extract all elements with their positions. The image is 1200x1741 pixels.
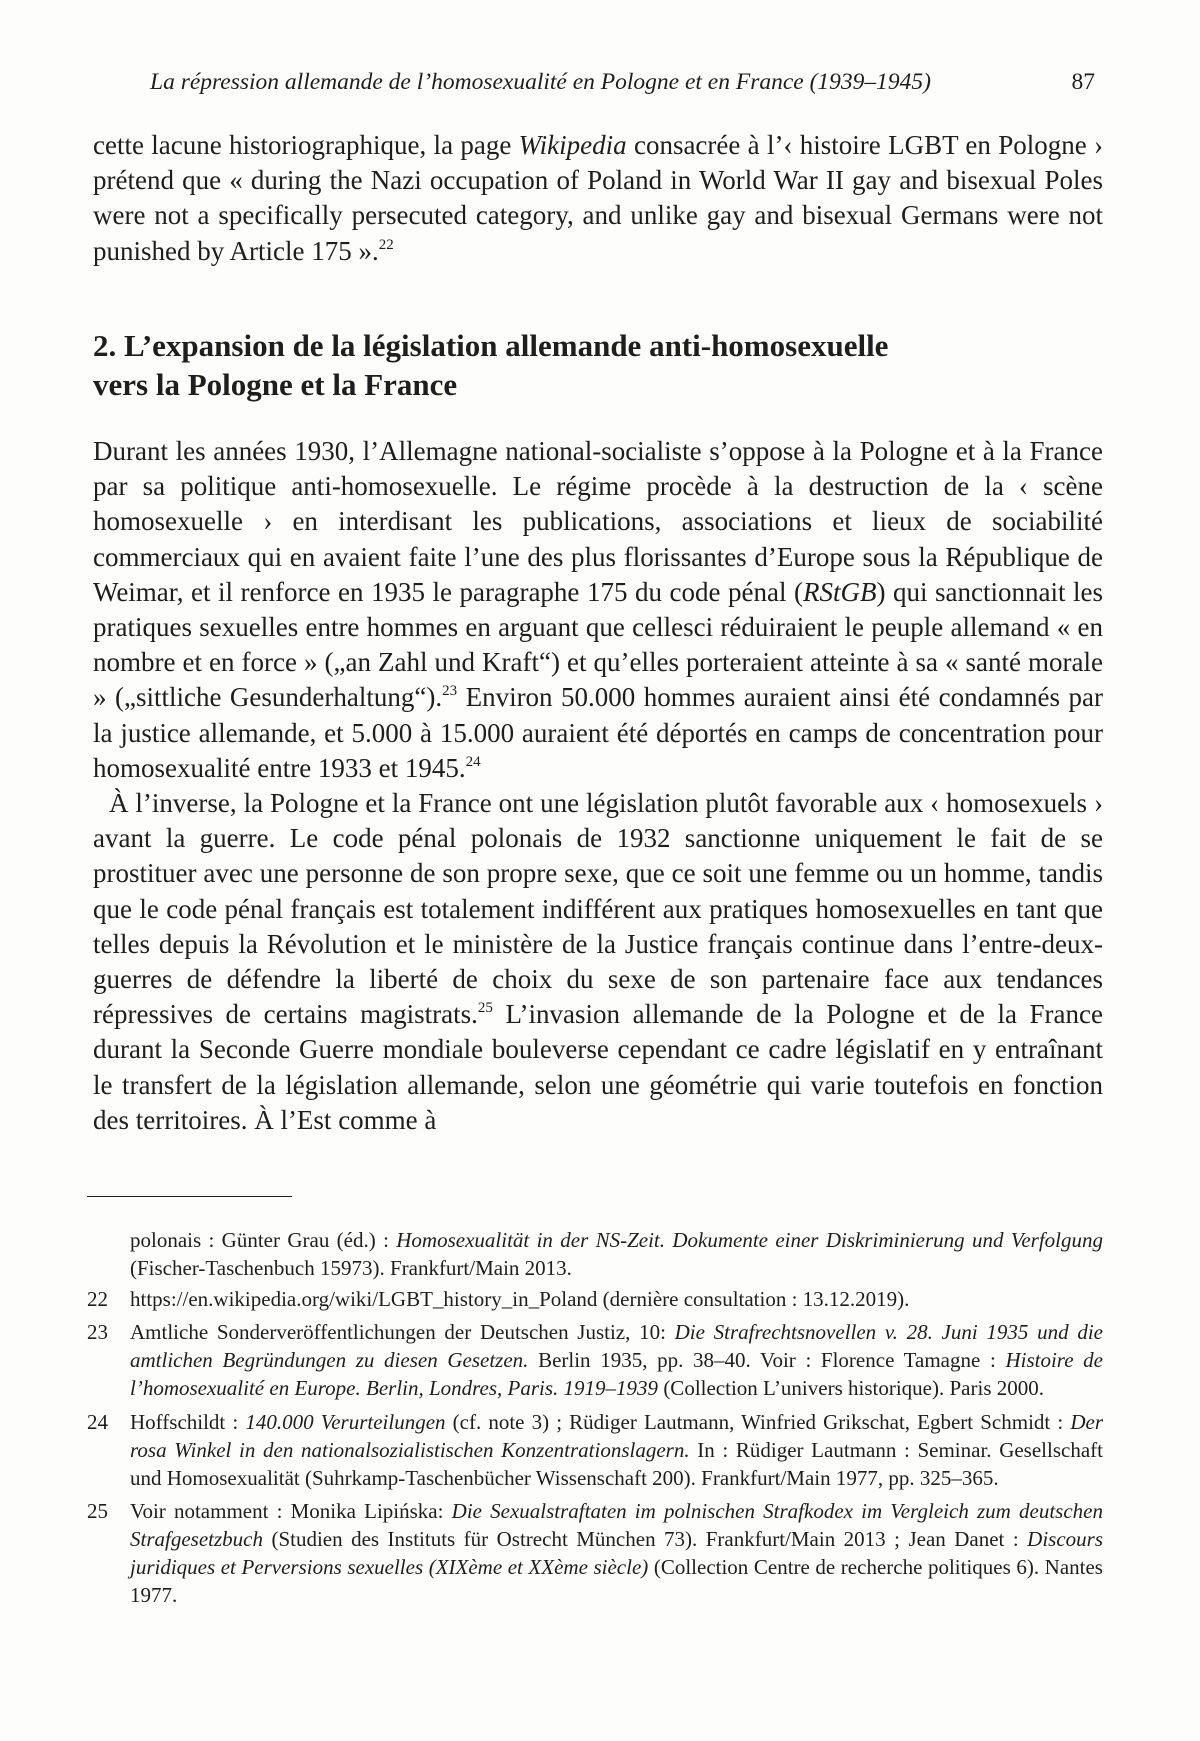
footnote-number: 24 — [87, 1409, 108, 1434]
footnote-continued: polonais : Günter Grau (éd.) : Homosexualität in der NS-Zeit. Dokumente einer Diskriminierung und Verfolgung (Fischer-Taschenbuch 15973). Frankfurt/Main 2013. — [130, 1228, 1103, 1281]
section-heading-line-1: 2. L’expansion de la législation allemande anti-homosexuelle — [93, 328, 889, 363]
footnote-ref-25: 25 — [477, 1000, 493, 1017]
running-head — [150, 67, 1095, 97]
footnote-number: 22 — [87, 1287, 108, 1312]
footnote-22 — [87, 1285, 1103, 1313]
footnote-ref-23: 23 — [442, 683, 458, 700]
section-heading-line-2: vers la Pologne et la France — [93, 367, 458, 402]
footnote-23: 23 Amtliche Sonderveröffentlichungen der Deutschen Justiz, 10: Die Strafrechtsnovellen v. 28. Juni 1935 und die amtlichen Begründungen zu diesen Gesetzen. Berlin 1935, pp. 38–40. Voir : Florence Tamagne : Histoire de l’homosexualité en Europe. Berlin, Londres, Paris. 1919–1939 (Collection L’univers historique). Paris 2000. — [87, 1320, 1103, 1401]
footnote-number: 23 — [87, 1320, 108, 1345]
footnote-number: 25 — [87, 1498, 108, 1523]
footnote-24: 24 Hoffschildt : 140.000 Verurteilungen (cf. note 3) ; Rüdiger Lautmann, Winfried Grikschat, Egbert Schmidt : Der rosa Winkel in den nationalsozialistischen Konzentrationslagern. In : Rüdiger Lautmann : Seminar. Gesellschaft und Homosexualität (Suhrkamp-Taschenbücher Wissenschaft 200). Frankfurt/Main 1977, pp. 325–365. — [87, 1409, 1103, 1490]
section-body — [93, 434, 1103, 1138]
running-title: La répression allemande de l’homosexualité en Pologne et en France (1939–1945) — [150, 69, 931, 95]
section-heading — [93, 326, 1103, 404]
wikipedia-title: Wikipedia — [518, 130, 627, 160]
footnote-25: 25 Voir notamment : Monika Lipińska: Die Sexualstraftaten im polnischen Strafkodex im Vergleich zum deutschen Strafgesetzbuch (Studien des Instituts für Ostrecht München 73). Frankfurt/Main 2013 ; Jean Danet : Discours juridiques et Perversions sexuelles (XIXème et XXème siècle) (Collection Centre de recherche politiques 6). Nantes 1977. — [87, 1498, 1103, 1608]
footnote-ref-22: 22 — [378, 236, 394, 253]
rstgb-abbrev: RStGB — [802, 576, 877, 607]
page-number: 87 — [1071, 69, 1095, 95]
paragraph-intro: cette lacune historiographique, la page Wikipedia consacrée à l’‹ histoire LGBT en Pologne › prétend que « during the Nazi occupation of Poland in World War II gay and bisexual Poles were not a specifically persecuted category, and unlike gay and bisexual Germans were not punished by Article 175 ».$^{22}$ — [93, 130, 1104, 266]
footnotes — [87, 1226, 1103, 1614]
footnote-url: https://en.wikipedia.org/wiki/LGBT_history_in_Poland (dernière consultation : 13.12.2019). — [130, 1287, 910, 1312]
paragraph-poland-france: À l’inverse, la Pologne et la France ont une législation plutôt favorable aux ‹ homosexuels › avant la guerre. Le code pénal polonais de 1932 sanctionne uniquement le fait de se prostituer avec une personne de son propre sexe, que ce soit une femme ou un homme, tandis que le code pénal français est totalement indifférent aux pratiques homosexuelles en tant que telles depuis la Révolution et le ministère de la Justice français continue dans l’entre-deux-guerres de défendre la liberté de choix du sexe de son partenaire face aux tendances répressives de certains magistrats.$^{25}$ L’invasion allemande de la Pologne et de la France durant la Seconde Guerre mondiale bouleverse cependant ce cadre législatif en y entraînant le transfert de la législation allemande, selon une géométrie qui varie toutefois en fonction des territoires. À l’Est comme à — [93, 788, 1103, 1135]
footnote-separator — [87, 1196, 292, 1197]
footnote-ref-24: 24 — [465, 753, 481, 770]
paragraph-germany: Durant les années 1930, l’Allemagne national-socialiste s’oppose à la Pologne et à la France par sa politique anti-homosexuelle. Le régime procède à la destruction de la ‹ scène homosexuelle › en interdisant les publications, associations et lieux de sociabilité commerciaux qui en avaient faite l’une des plus florissantes d’Europe sous la République de Weimar, et il renforce en 1935 le paragraphe 175 du code pénal (RStGB) qui sanctionnait les pratiques sexuelles entre hommes en arguant que cellesci réduiraient le peuple allemand « en nombre et en force » („an Zahl und Kraft“) et qu’elles porteraient atteinte à sa « santé morale » („sittliche Gesunderhaltung“).$^{23}$ Environ 50.000 hommes auraient ainsi été condamnés par la justice allemande, et 5.000 à 15.000 auraient été déportés en camps de concentration pour homosexualité entre 1933 et 1945.24 — [93, 436, 1104, 783]
